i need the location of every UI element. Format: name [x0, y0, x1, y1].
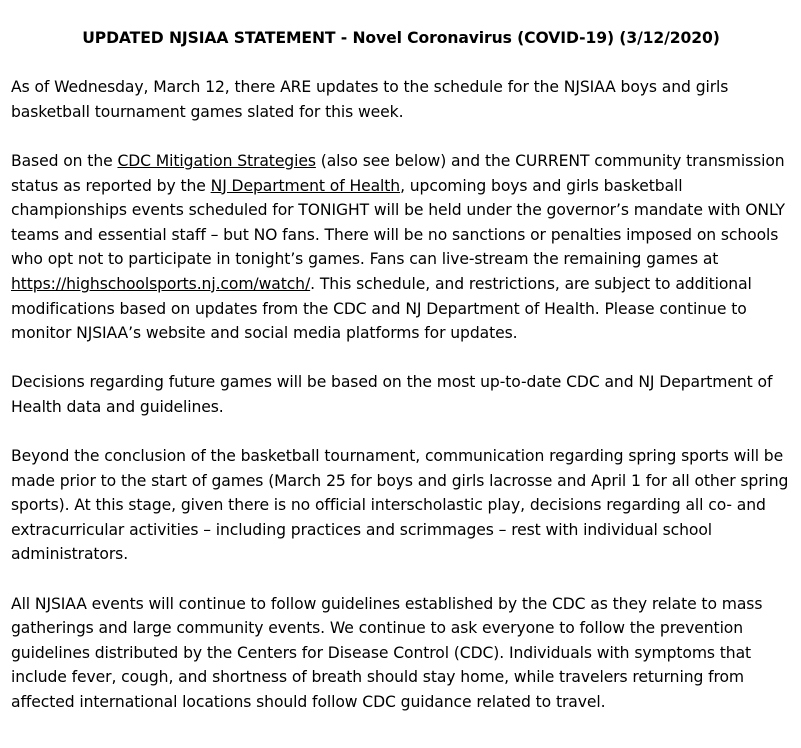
paragraph-future-games: Decisions regarding future games will be based on the most up-to-date CDC and NJ Department of Health data and guidelines. — [11, 373, 773, 416]
paragraph-schedule-update: As of Wednesday, March 12, there ARE updates to the schedule for the NJSIAA boys and girls basketball tournament games slated for this week. — [11, 78, 729, 121]
paragraph-text: Based on the — [11, 151, 118, 170]
paragraph-mitigation — [11, 149, 791, 346]
paragraph-spring-sports: Beyond the conclusion of the basketball tournament, communication regarding spring sports will be made prior to the start of games (March 25 for boys and girls lacrosse and April 1 for all other spring sports). At this stage, given there is no official interscholastic play, decisions regarding all co- and extracurricular activities – including practices and scrimmages – rest with individual school administrators. — [11, 447, 789, 564]
paragraph-text: , upcoming boys and girls basketball championships events scheduled for TONIGHT will be held under the governor’s mandate with ONLY teams and essential staff – but NO fans. There will be no sanctions or penalties imposed on schools who opt not to participate in tonight’s games. Fans can live-stream the remaining games at — [11, 176, 785, 269]
paragraph-text: . This schedule, and restrictions, are subject to additional modifications based on updates from the CDC and NJ Department of Health. Please continue to monitor NJSIAA’s website and social media platforms for updates. — [11, 274, 752, 343]
livestream-url-link[interactable]: https://highschoolsports.nj.com/watch/ — [11, 274, 311, 293]
statement-title: UPDATED NJSIAA STATEMENT - Novel Coronavirus (COVID-19) (3/12/2020) — [82, 29, 720, 47]
cdc-mitigation-strategies-link[interactable]: CDC Mitigation Strategies — [117, 151, 316, 170]
nj-department-of-health-link[interactable]: NJ Department of Health — [210, 176, 401, 195]
paragraph-cdc-guidelines: All NJSIAA events will continue to follow guidelines established by the CDC as they relate to mass gatherings and large community events. We continue to ask everyone to follow the prevention guidelines distributed by the Centers for Disease Control (CDC). Individuals with symptoms that include fever, cough, and shortness of breath should stay home, while travelers returning from affected international locations should follow CDC guidance related to travel. — [11, 594, 763, 712]
paragraph-text: (also see below) and the CURRENT community transmission status as reported by the — [11, 151, 785, 195]
